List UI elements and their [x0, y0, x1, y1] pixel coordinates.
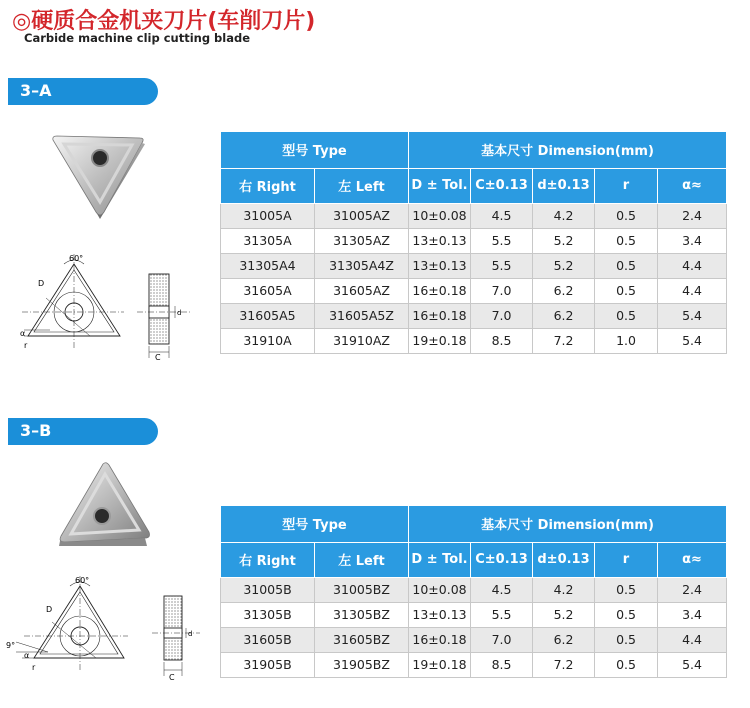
table-cell: 31005BZ — [315, 577, 409, 602]
section-label: 3–B — [20, 421, 52, 440]
col-alpha: α≈ — [658, 542, 727, 577]
table-row — [221, 203, 727, 228]
angle-label: 60° — [69, 254, 84, 263]
table-cell: 10±0.08 — [409, 577, 471, 602]
table-cell: 13±0.13 — [409, 602, 471, 627]
table-cell: 4.5 — [471, 577, 533, 602]
table-cell: 5.2 — [533, 602, 595, 627]
table-cell: 3.4 — [658, 602, 727, 627]
table-cell: 31605A — [221, 278, 315, 303]
table-cell: 5.4 — [658, 652, 727, 677]
table-cell: 31305A4Z — [315, 253, 409, 278]
table-cell: 4.5 — [471, 203, 533, 228]
table-cell: 5.5 — [471, 253, 533, 278]
header-type: 型号 Type — [221, 132, 409, 168]
d-dimension-label: D — [46, 605, 53, 614]
col-alpha: α≈ — [658, 168, 727, 203]
table-cell: 31905B — [221, 652, 315, 677]
page-title: ◎硬质合金机夹刀片(车削刀片) — [12, 9, 316, 34]
table-cell: 4.4 — [658, 253, 727, 278]
col-left: 左 Left — [315, 542, 409, 577]
table-cell: 5.5 — [471, 602, 533, 627]
table-cell: 0.5 — [595, 228, 658, 253]
hole-d-label: d — [188, 630, 193, 638]
table-cell: 5.2 — [533, 228, 595, 253]
insert-3d-image-a — [48, 132, 148, 222]
col-hole-d: d±0.13 — [533, 542, 595, 577]
table-row — [221, 577, 727, 602]
col-hole-d: d±0.13 — [533, 168, 595, 203]
table-cell: 0.5 — [595, 627, 658, 652]
table-cell: 2.4 — [658, 203, 727, 228]
table-cell: 31605BZ — [315, 627, 409, 652]
radius-label: r — [24, 341, 28, 350]
table-row — [221, 602, 727, 627]
section-bar-3a — [8, 78, 158, 105]
table-cell: 4.2 — [533, 203, 595, 228]
table-cell: 1.0 — [595, 328, 658, 353]
table-cell: 4.2 — [533, 577, 595, 602]
table-row — [221, 652, 727, 677]
table-cell: 31305B — [221, 602, 315, 627]
table-cell: 0.5 — [595, 303, 658, 328]
col-d-tol: D ± Tol. — [409, 542, 471, 577]
table-row — [221, 328, 727, 353]
table-cell: 0.5 — [595, 253, 658, 278]
table-cell: 6.2 — [533, 303, 595, 328]
table-row — [221, 253, 727, 278]
header-type: 型号 Type — [221, 506, 409, 542]
spec-table-3b — [220, 506, 727, 678]
col-r: r — [595, 542, 658, 577]
table-cell: 5.2 — [533, 253, 595, 278]
table-cell: 31005AZ — [315, 203, 409, 228]
section-bar-3b — [8, 418, 158, 445]
col-c: C±0.13 — [471, 168, 533, 203]
table-cell: 6.2 — [533, 278, 595, 303]
table-cell: 0.5 — [595, 203, 658, 228]
alpha-label: α — [20, 329, 26, 338]
table-cell: 31305A4 — [221, 253, 315, 278]
hole-d-label: d — [177, 309, 182, 317]
table-row — [221, 627, 727, 652]
insert-drawing-b — [4, 572, 130, 676]
table-cell: 16±0.18 — [409, 303, 471, 328]
table-cell: 31605AZ — [315, 278, 409, 303]
table-cell: 0.5 — [595, 602, 658, 627]
table-cell: 8.5 — [471, 328, 533, 353]
table-cell: 16±0.18 — [409, 627, 471, 652]
insert-side-view-b — [150, 592, 202, 682]
spec-table-3a — [220, 132, 727, 354]
c-dimension-label: C — [155, 353, 161, 360]
header-dimension: 基本尺寸 Dimension(mm) — [409, 132, 727, 168]
table-row — [221, 278, 727, 303]
table-cell: 19±0.18 — [409, 652, 471, 677]
insert-side-view-a — [135, 268, 195, 360]
d-dimension-label: D — [38, 279, 45, 288]
table-cell: 31005B — [221, 577, 315, 602]
table-cell: 31910A — [221, 328, 315, 353]
table-cell: 0.5 — [595, 652, 658, 677]
table-cell: 7.2 — [533, 652, 595, 677]
table-cell: 4.4 — [658, 278, 727, 303]
table-cell: 0.5 — [595, 577, 658, 602]
table-cell: 10±0.08 — [409, 203, 471, 228]
col-c: C±0.13 — [471, 542, 533, 577]
table-cell: 31605A5Z — [315, 303, 409, 328]
table-cell: 31605B — [221, 627, 315, 652]
table-cell: 31305A — [221, 228, 315, 253]
table-cell: 0.5 — [595, 278, 658, 303]
page-subtitle: Carbide machine clip cutting blade — [24, 31, 251, 45]
table-cell: 3.4 — [658, 228, 727, 253]
table-cell: 31910AZ — [315, 328, 409, 353]
table-cell: 7.0 — [471, 303, 533, 328]
insert-drawing-a — [20, 250, 130, 360]
table-cell: 5.5 — [471, 228, 533, 253]
table-cell: 6.2 — [533, 627, 595, 652]
table-cell: 7.0 — [471, 278, 533, 303]
alpha-label: α — [24, 651, 30, 660]
table-cell: 31305AZ — [315, 228, 409, 253]
table-cell: 16±0.18 — [409, 278, 471, 303]
header-dimension: 基本尺寸 Dimension(mm) — [409, 506, 727, 542]
table-cell: 31605A5 — [221, 303, 315, 328]
section-label: 3–A — [20, 81, 52, 100]
table-cell: 2.4 — [658, 577, 727, 602]
table-row — [221, 303, 727, 328]
col-right: 右 Right — [221, 542, 315, 577]
table-cell: 31005A — [221, 203, 315, 228]
col-left: 左 Left — [315, 168, 409, 203]
col-r: r — [595, 168, 658, 203]
table-cell: 7.0 — [471, 627, 533, 652]
side-angle-label: 9° — [6, 641, 16, 650]
angle-label: 60° — [75, 576, 90, 585]
radius-label: r — [32, 663, 36, 672]
col-d-tol: D ± Tol. — [409, 168, 471, 203]
c-dimension-label: C — [169, 673, 175, 682]
table-row — [221, 228, 727, 253]
table-cell: 13±0.13 — [409, 253, 471, 278]
table-cell: 31305BZ — [315, 602, 409, 627]
table-cell: 5.4 — [658, 303, 727, 328]
table-cell: 31905BZ — [315, 652, 409, 677]
table-cell: 4.4 — [658, 627, 727, 652]
table-cell: 13±0.13 — [409, 228, 471, 253]
col-right: 右 Right — [221, 168, 315, 203]
table-cell: 5.4 — [658, 328, 727, 353]
table-cell: 19±0.18 — [409, 328, 471, 353]
table-cell: 8.5 — [471, 652, 533, 677]
table-cell: 7.2 — [533, 328, 595, 353]
insert-3d-image-b — [55, 460, 155, 560]
